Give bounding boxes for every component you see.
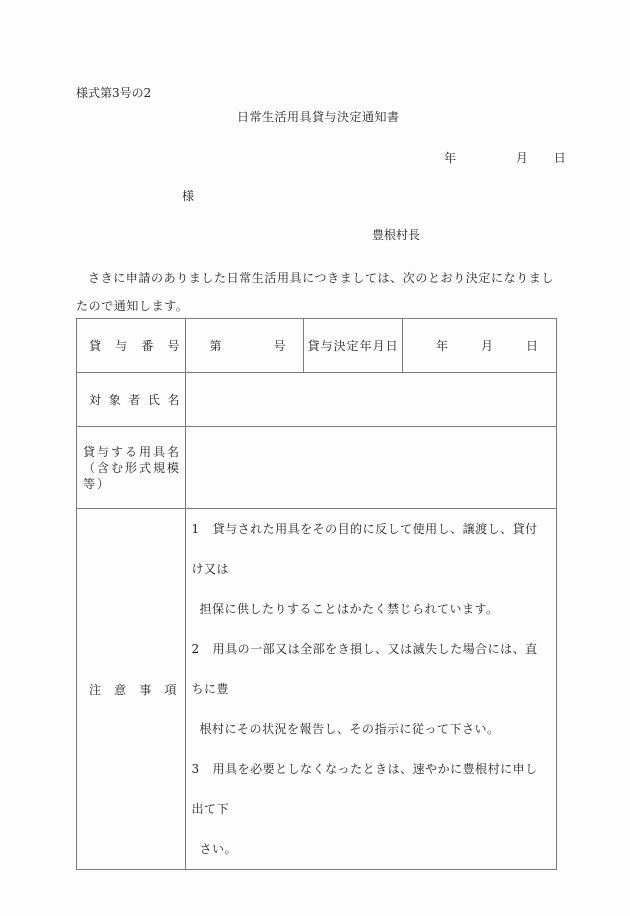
issuer-name: 豊根村長 (372, 228, 421, 242)
recipient-name-label (77, 373, 186, 427)
loan-number-field[interactable] (185, 319, 304, 373)
note-text-continued: 担保に供したりすることはかたく禁じられています。 (199, 602, 499, 616)
table-row (77, 427, 557, 509)
decision-month: 月 (480, 339, 493, 353)
label-char: 与 (115, 339, 128, 353)
note-item (192, 509, 550, 629)
loan-number-label (77, 319, 186, 373)
loan-details-table (76, 318, 557, 870)
label-char: 号 (167, 339, 180, 353)
decision-date-label: 貸与決定年月日 (304, 319, 403, 373)
item-name-field[interactable] (185, 427, 556, 509)
notes-content (185, 509, 556, 870)
decision-date-field[interactable] (402, 319, 556, 373)
label-char: 項 (164, 682, 177, 697)
note-number: 3 (191, 762, 200, 776)
note-item (192, 629, 550, 749)
label-char: 事 (139, 682, 152, 697)
notes-label (77, 509, 186, 870)
table-row (77, 373, 557, 427)
note-text: 貸与された用具をその目的に反して使用し、譲渡し、貸付け又は (191, 522, 538, 576)
decision-day: 日 (525, 339, 538, 353)
issue-date (444, 151, 566, 165)
note-text: 用具を必要としなくなったときは、速やかに豊根村に申し出て下 (191, 762, 538, 816)
note-number: 2 (191, 642, 200, 656)
note-item (192, 749, 550, 869)
recipient-name-field[interactable] (185, 373, 556, 427)
addressee-suffix: 様 (182, 189, 195, 203)
label-char: 名 (167, 393, 180, 407)
note-text-continued: 根村にその状況を報告し、その指示に従って下さい。 (199, 722, 500, 736)
loan-number-suffix: 号 (273, 339, 286, 353)
label-char: 氏 (147, 393, 160, 407)
month-label: 月 (515, 151, 528, 165)
form-number: 様式第3号の2 (76, 86, 152, 100)
decision-year: 年 (435, 339, 448, 353)
note-text: 用具の一部又は全部をき損し、又は滅失した場合には、直ちに豊 (191, 642, 538, 696)
label-char: 番 (141, 339, 154, 353)
day-label: 日 (553, 151, 566, 165)
label-char: 注 (89, 682, 102, 697)
label-char: 象 (108, 393, 121, 407)
label-char: 意 (114, 682, 127, 697)
label-char: 者 (128, 393, 141, 407)
table-row (77, 509, 557, 870)
note-number: 1 (191, 522, 200, 536)
body-text: さきに申請のありました日常生活用具につきましては、次のとおり決定になりましたので通知します。 (76, 271, 554, 313)
year-label: 年 (444, 151, 457, 165)
note-text-continued: さい。 (199, 842, 238, 856)
item-name-label: 貸与する用具名（含む形式規模等） (77, 427, 186, 509)
table-row (77, 319, 557, 373)
label-char: 貸 (89, 339, 102, 353)
label-char: 対 (89, 393, 102, 407)
document-title: 日常生活用具貸与決定通知書 (237, 110, 400, 124)
loan-number-prefix: 第 (209, 339, 222, 353)
